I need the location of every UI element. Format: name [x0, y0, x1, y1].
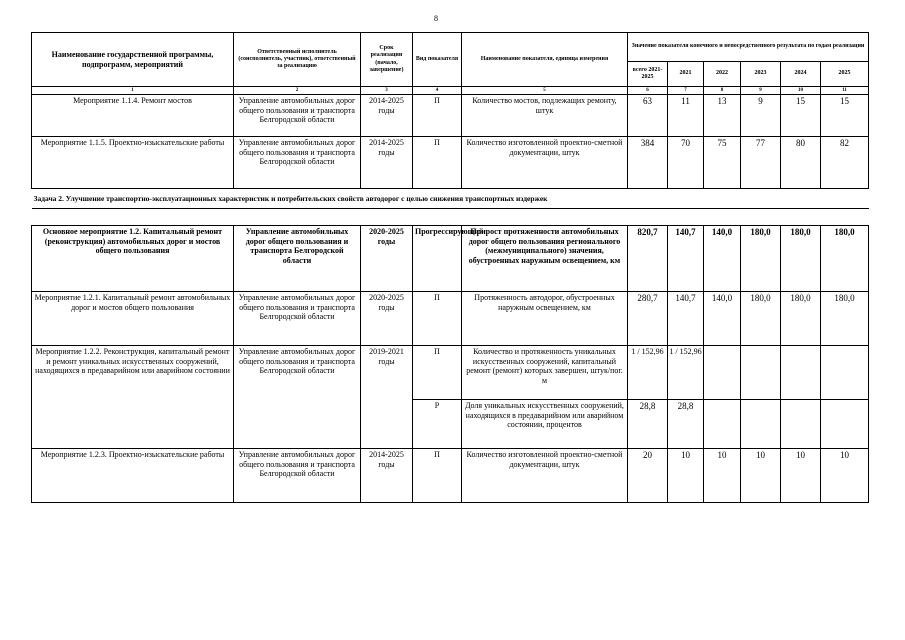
indicator-name: Протяженность автодорог, обустроенных наружным освещением, км — [462, 292, 628, 346]
event-name: Основное мероприятие 1.2. Капитальный ремонт (реконструкция) автомобильных дорог и мостов общего пользования — [32, 226, 234, 292]
value-total: 1 / 152,96 — [628, 346, 668, 400]
header-term: Срок реализации (начало, завершение) — [361, 33, 413, 87]
column-number: 11 — [821, 87, 869, 95]
indicator-name: Прирост протяженности автомобильных дорог общего пользования регионального (межмуниципального) значения, обустроенных наружным освещением, км — [462, 226, 628, 292]
header-year: 2025 — [821, 62, 869, 87]
indicator-name: Доля уникальных искусственных сооружений, находящихся в предаварийном или аварийном состоянии, процентов — [462, 400, 628, 449]
indicator-type: Прогрессирующий — [413, 226, 462, 292]
header-type: Вид показателя — [413, 33, 462, 87]
indicator-type: П — [413, 346, 462, 400]
value-year — [781, 400, 821, 449]
value-year: 28,8 — [668, 400, 704, 449]
event-name: Мероприятие 1.1.4. Ремонт мостов — [32, 95, 234, 137]
value-year: 75 — [704, 137, 741, 189]
value-total: 384 — [628, 137, 668, 189]
responsible: Управление автомобильных дорог общего пользования и транспорта Белгородской области — [234, 292, 361, 346]
header-name: Наименование государственной программы, подпрограмм, мероприятий — [32, 33, 234, 87]
responsible: Управление автомобильных дорог общего пользования и транспорта Белгородской области — [234, 95, 361, 137]
value-year: 15 — [781, 95, 821, 137]
spacer-row — [32, 209, 869, 226]
responsible: Управление автомобильных дорог общего пользования и транспорта Белгородской области — [234, 226, 361, 292]
table-row — [32, 137, 869, 189]
spacer — [32, 209, 869, 226]
value-year: 180,0 — [781, 292, 821, 346]
value-year: 11 — [668, 95, 704, 137]
header-indicator: Наименование показателя, единица измерения — [462, 33, 628, 87]
indicator-type: Р — [413, 400, 462, 449]
column-number: 2 — [234, 87, 361, 95]
term: 2020-2025 годы — [361, 226, 413, 292]
column-number: 9 — [741, 87, 781, 95]
event-name: Мероприятие 1.1.5. Проектно-изыскательские работы — [32, 137, 234, 189]
value-year — [704, 346, 741, 400]
indicator-name: Количество изготовленной проектно-сметной документации, штук — [462, 449, 628, 503]
value-year: 140,7 — [668, 292, 704, 346]
term: 2019-2021 годы — [361, 346, 413, 449]
header-responsible: Ответственный исполнитель (соисполнитель, участник), ответственный за реализацию — [234, 33, 361, 87]
value-year: 180,0 — [821, 226, 869, 292]
value-year: 80 — [781, 137, 821, 189]
value-year: 140,0 — [704, 292, 741, 346]
value-year: 10 — [821, 449, 869, 503]
value-year: 10 — [668, 449, 704, 503]
value-year: 180,0 — [741, 226, 781, 292]
value-year: 82 — [821, 137, 869, 189]
indicator-type: П — [413, 292, 462, 346]
responsible: Управление автомобильных дорог общего пользования и транспорта Белгородской области — [234, 137, 361, 189]
header-values-group: Значение показателя конечного и непосредственного результата по годам реализации — [628, 33, 869, 62]
header-row — [32, 33, 869, 62]
value-total: 28,8 — [628, 400, 668, 449]
task-row — [32, 189, 869, 209]
table-row — [32, 346, 869, 400]
value-year: 10 — [781, 449, 821, 503]
value-total: 820,7 — [628, 226, 668, 292]
value-year: 70 — [668, 137, 704, 189]
value-year: 140,7 — [668, 226, 704, 292]
value-year: 77 — [741, 137, 781, 189]
responsible: Управление автомобильных дорог общего пользования и транспорта Белгородской области — [234, 346, 361, 449]
term: 2014-2025 годы — [361, 137, 413, 189]
value-year — [741, 400, 781, 449]
table-row — [32, 449, 869, 503]
header-total: всего 2021-2025 — [628, 62, 668, 87]
column-number: 1 — [32, 87, 234, 95]
term: 2014-2025 годы — [361, 449, 413, 503]
value-year: 10 — [704, 449, 741, 503]
term: 2020-2025 годы — [361, 292, 413, 346]
value-total: 280,7 — [628, 292, 668, 346]
column-number: 10 — [781, 87, 821, 95]
column-number: 6 — [628, 87, 668, 95]
event-name: Мероприятие 1.2.2. Реконструкция, капитальный ремонт и ремонт уникальных искусственных сооружений, находящихся в предаварийном или аварийном состоянии — [32, 346, 234, 449]
header-year: 2021 — [668, 62, 704, 87]
indicator-name: Количество и протяженность уникальных искусственных сооружений, капитальный ремонт (ремонт) которых завершен, штук/пог. м — [462, 346, 628, 400]
column-numbers-row — [32, 87, 869, 95]
column-number: 4 — [413, 87, 462, 95]
value-year — [821, 346, 869, 400]
column-number: 7 — [668, 87, 704, 95]
column-number: 3 — [361, 87, 413, 95]
results-table — [31, 32, 869, 503]
responsible: Управление автомобильных дорог общего пользования и транспорта Белгородской области — [234, 449, 361, 503]
indicator-type: П — [413, 95, 462, 137]
value-year: 1 / 152,96 — [668, 346, 704, 400]
value-year — [781, 346, 821, 400]
value-year: 140,0 — [704, 226, 741, 292]
task-heading: Задача 2. Улучшение транспортно-эксплуатационных характеристик и потребительских свойств автодорог с целью снижения транспортных издержек — [32, 189, 869, 209]
indicator-name: Количество мостов, подлежащих ремонту, штук — [462, 95, 628, 137]
value-year: 9 — [741, 95, 781, 137]
header-year: 2024 — [781, 62, 821, 87]
value-total: 20 — [628, 449, 668, 503]
page-number: 8 — [434, 14, 438, 23]
column-number: 5 — [462, 87, 628, 95]
column-number: 8 — [704, 87, 741, 95]
header-year: 2022 — [704, 62, 741, 87]
indicator-type: П — [413, 137, 462, 189]
value-year — [704, 400, 741, 449]
value-total: 63 — [628, 95, 668, 137]
event-name: Мероприятие 1.2.3. Проектно-изыскательские работы — [32, 449, 234, 503]
table-row — [32, 226, 869, 292]
value-year: 13 — [704, 95, 741, 137]
value-year: 10 — [741, 449, 781, 503]
value-year — [741, 346, 781, 400]
indicator-type: П — [413, 449, 462, 503]
term: 2014-2025 годы — [361, 95, 413, 137]
value-year: 15 — [821, 95, 869, 137]
event-name: Мероприятие 1.2.1. Капитальный ремонт автомобильных дорог и мостов общего пользования — [32, 292, 234, 346]
table-row — [32, 292, 869, 346]
value-year — [821, 400, 869, 449]
value-year: 180,0 — [821, 292, 869, 346]
value-year: 180,0 — [741, 292, 781, 346]
table-row — [32, 95, 869, 137]
value-year: 180,0 — [781, 226, 821, 292]
header-year: 2023 — [741, 62, 781, 87]
indicator-name: Количество изготовленной проектно-сметной документации, штук — [462, 137, 628, 189]
